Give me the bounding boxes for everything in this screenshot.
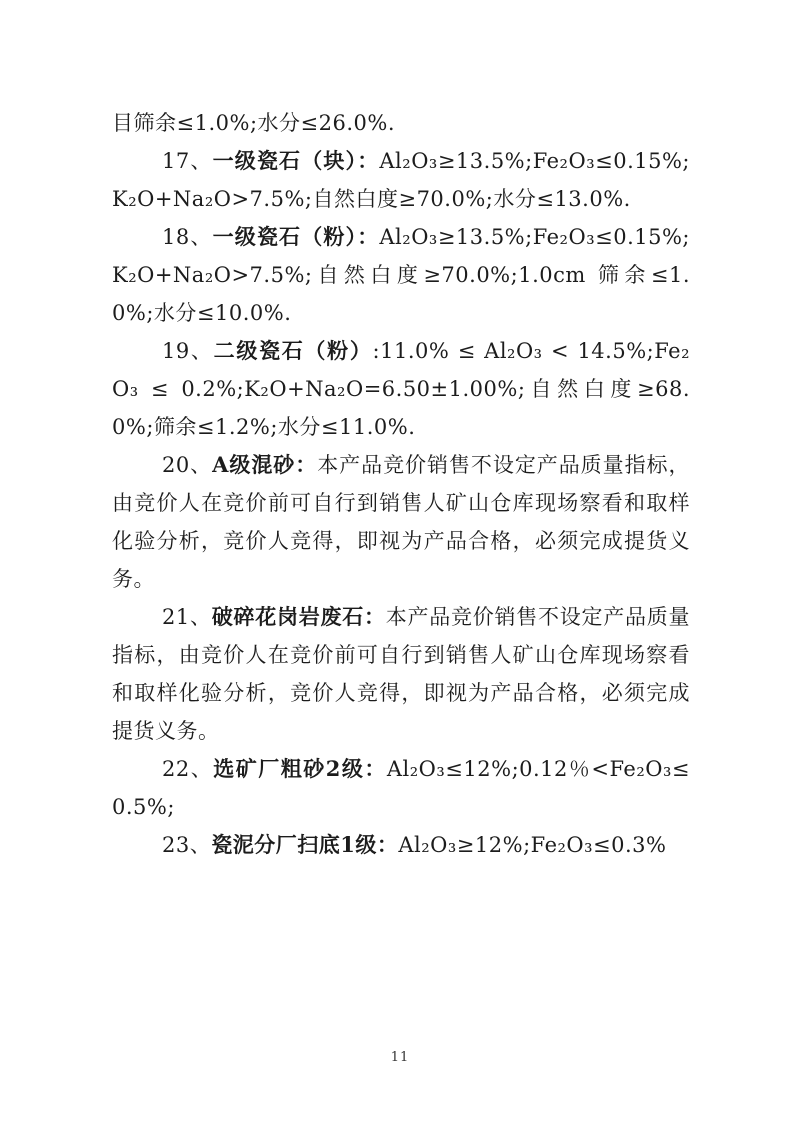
item-name: 二级瓷石（粉）	[213, 338, 373, 363]
item-name: 一级瓷石（块）：	[212, 148, 380, 173]
spec-item-21	[112, 598, 690, 750]
item-spec: 本产品竞价销售不设定产品质量指标，由竞价人在竞价前可自行到销售人矿山仓库现场察看和取样化验分析，竞价人竞得，即视为产品合格，必须完成提货义务。	[112, 605, 691, 743]
spec-item-22	[112, 750, 690, 826]
item-spec: :11.0% ≤ Al₂O₃ < 14.5%;Fe₂O₃ ≤ 0.2%;K₂O+Na₂O=6.50±1.00%;自然白度≥68.0%;筛余≤1.2%;水分≤11.0%.	[112, 339, 690, 439]
item-name: 破碎花岗岩废石：	[211, 604, 386, 629]
continuation-text: 目筛余≤1.0%;水分≤26.0%.	[112, 111, 396, 135]
item-number: 18、	[162, 225, 213, 249]
spec-item-20	[112, 446, 690, 598]
item-number: 17、	[162, 149, 213, 173]
item-number: 20、	[162, 453, 213, 477]
paragraph-continuation	[112, 104, 690, 142]
page-number: 11	[390, 1050, 410, 1065]
item-name: A级混砂：	[212, 452, 318, 477]
item-spec: Al₂O₃≥13.5%;Fe₂O₃≤0.15%;K₂O+Na₂O>7.5%;自然白度≥70.0%;水分≤13.0%.	[112, 149, 690, 211]
item-spec: Al₂O₃≥13.5%;Fe₂O₃≤0.15%;K₂O+Na₂O>7.5%;自然白度≥70.0%;1.0cm 筛余≤1.0%;水分≤10.0%.	[112, 225, 690, 325]
item-number: 22、	[162, 757, 214, 781]
item-spec: 本产品竞价销售不设定产品质量指标，由竞价人在竞价前可自行到销售人矿山仓库现场察看和取样化验分析，竞价人竞得，即视为产品合格，必须完成提货义务。	[112, 453, 690, 591]
spec-item-18	[112, 218, 690, 332]
item-name: 瓷泥分厂扫底1级：	[211, 832, 399, 857]
document-body	[112, 104, 690, 864]
item-number: 23、	[162, 833, 212, 857]
item-number: 19、	[162, 339, 214, 363]
item-number: 21、	[162, 605, 212, 629]
item-spec: Al₂O₃≤12%;0.12％<Fe₂O₃≤0.5%;	[112, 757, 690, 819]
spec-item-17	[112, 142, 690, 218]
spec-item-19	[112, 332, 690, 446]
item-name: 一级瓷石（粉）：	[212, 224, 380, 249]
item-spec: Al₂O₃≥12%;Fe₂O₃≤0.3%	[398, 833, 667, 857]
spec-item-23	[112, 826, 690, 864]
item-name: 选矿厂粗砂2级：	[213, 756, 387, 781]
